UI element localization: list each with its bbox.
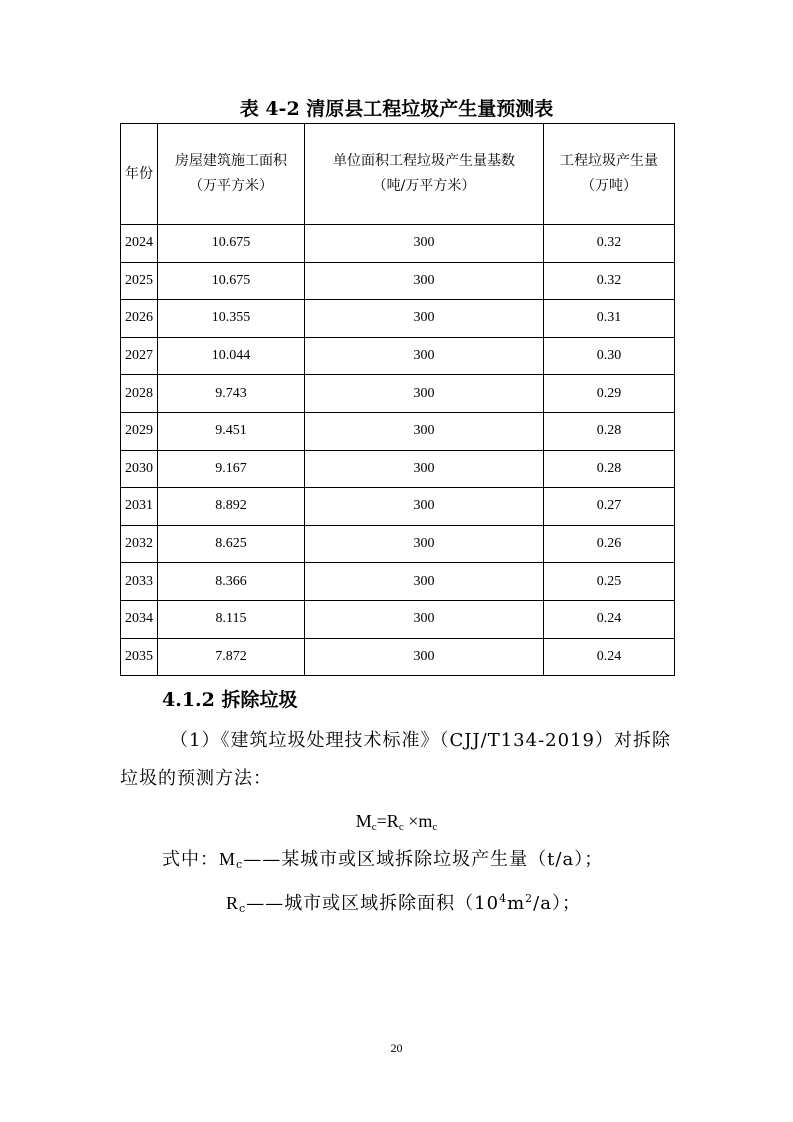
cell-base: 300 xyxy=(305,225,544,263)
section-paragraph: （1）《建筑垃圾处理技术标准》（CJJ/T134-2019）对拆除垃圾的预测方法： xyxy=(120,730,671,789)
cell-area: 10.675 xyxy=(158,262,305,300)
cell-output: 0.31 xyxy=(544,300,675,338)
cell-output: 0.28 xyxy=(544,450,675,488)
cell-area: 10.675 xyxy=(158,225,305,263)
cell-output: 0.32 xyxy=(544,225,675,263)
header-base-label: 单位面积工程垃圾产生量基数 xyxy=(333,153,515,169)
table-caption: 表 4-2 清原县工程垃圾产生量预测表 xyxy=(239,98,554,120)
cell-base: 300 xyxy=(305,600,544,638)
header-base-unit: （吨/万平方米） xyxy=(372,178,476,194)
cell-year: 2032 xyxy=(121,525,158,563)
cell-area: 10.355 xyxy=(158,300,305,338)
cell-year: 2030 xyxy=(121,450,158,488)
cell-output: 0.30 xyxy=(544,337,675,375)
cell-year: 2026 xyxy=(121,300,158,338)
table-row xyxy=(121,375,675,413)
header-output-unit: （万吨） xyxy=(581,178,637,194)
cell-area: 9.167 xyxy=(158,450,305,488)
cell-output: 0.27 xyxy=(544,488,675,526)
definition-symbol: R xyxy=(226,893,240,913)
cell-year: 2027 xyxy=(121,337,158,375)
cell-base: 300 xyxy=(305,525,544,563)
cell-base: 300 xyxy=(305,262,544,300)
table-row xyxy=(121,488,675,526)
cell-base: 300 xyxy=(305,563,544,601)
table-row xyxy=(121,337,675,375)
definition-mc xyxy=(162,840,603,884)
table-row xyxy=(121,525,675,563)
cell-area: 10.044 xyxy=(158,337,305,375)
cell-output: 0.24 xyxy=(544,638,675,676)
cell-output: 0.26 xyxy=(544,525,675,563)
formula-sub-c: c xyxy=(432,821,438,833)
table-row xyxy=(121,600,675,638)
cell-output: 0.32 xyxy=(544,262,675,300)
formula-times: ×m xyxy=(403,811,433,831)
cell-base: 300 xyxy=(305,638,544,676)
header-area-unit: （万平方米） xyxy=(189,178,273,194)
cell-year: 2034 xyxy=(121,600,158,638)
definition-text-c: /a）； xyxy=(533,893,581,914)
formula-m: M xyxy=(355,811,372,831)
definition-sub: c xyxy=(239,902,247,915)
table-row xyxy=(121,300,675,338)
cell-area: 8.892 xyxy=(158,488,305,526)
definition-text-a: ——城市或区域拆除面积（10 xyxy=(246,893,500,914)
formula-sub-c: c xyxy=(371,821,377,833)
table-row xyxy=(121,450,675,488)
cell-area: 9.451 xyxy=(158,412,305,450)
cell-area: 7.872 xyxy=(158,638,305,676)
formula-r: R xyxy=(386,811,399,831)
cell-year: 2033 xyxy=(121,563,158,601)
cell-base: 300 xyxy=(305,488,544,526)
header-base xyxy=(305,124,544,225)
table-header-row xyxy=(121,124,675,225)
cell-year: 2028 xyxy=(121,375,158,413)
cell-area: 8.115 xyxy=(158,600,305,638)
cell-output: 0.25 xyxy=(544,563,675,601)
cell-base: 300 xyxy=(305,337,544,375)
page-number: 20 xyxy=(390,1041,403,1055)
cell-area: 8.366 xyxy=(158,563,305,601)
formula-sub-c: c xyxy=(398,821,404,833)
cell-output: 0.28 xyxy=(544,412,675,450)
cell-base: 300 xyxy=(305,375,544,413)
formula-equals: = xyxy=(376,811,387,831)
cell-year: 2031 xyxy=(121,488,158,526)
table-row xyxy=(121,638,675,676)
header-area-label: 房屋建筑施工面积 xyxy=(175,153,287,169)
header-output-label: 工程垃圾产生量 xyxy=(560,153,658,169)
cell-area: 9.743 xyxy=(158,375,305,413)
definition-text-b: m xyxy=(507,893,526,914)
definition-sub: c xyxy=(236,858,244,871)
cell-year: 2035 xyxy=(121,638,158,676)
cell-year: 2024 xyxy=(121,225,158,263)
cell-output: 0.24 xyxy=(544,600,675,638)
table-row xyxy=(121,412,675,450)
cell-area: 8.625 xyxy=(158,525,305,563)
table-row xyxy=(121,563,675,601)
cell-base: 300 xyxy=(305,412,544,450)
header-year xyxy=(121,124,158,225)
forecast-table xyxy=(120,123,675,676)
definition-text: ——某城市或区域拆除垃圾产生量（t/a）； xyxy=(243,849,604,870)
table-row xyxy=(121,225,675,263)
cell-year: 2025 xyxy=(121,262,158,300)
definition-symbol: M xyxy=(219,849,237,869)
header-year-label: 年份 xyxy=(125,165,153,182)
section-heading: 4.1.2 拆除垃圾 xyxy=(162,689,298,711)
cell-output: 0.29 xyxy=(544,375,675,413)
header-output xyxy=(544,124,675,225)
definition-sup: 2 xyxy=(525,892,534,905)
table-row xyxy=(121,262,675,300)
cell-base: 300 xyxy=(305,300,544,338)
header-area xyxy=(158,124,305,225)
definition-sup: 4 xyxy=(499,892,508,905)
definition-prefix: 式中： xyxy=(162,849,219,870)
cell-base: 300 xyxy=(305,450,544,488)
cell-year: 2029 xyxy=(121,412,158,450)
definition-rc xyxy=(226,880,581,928)
